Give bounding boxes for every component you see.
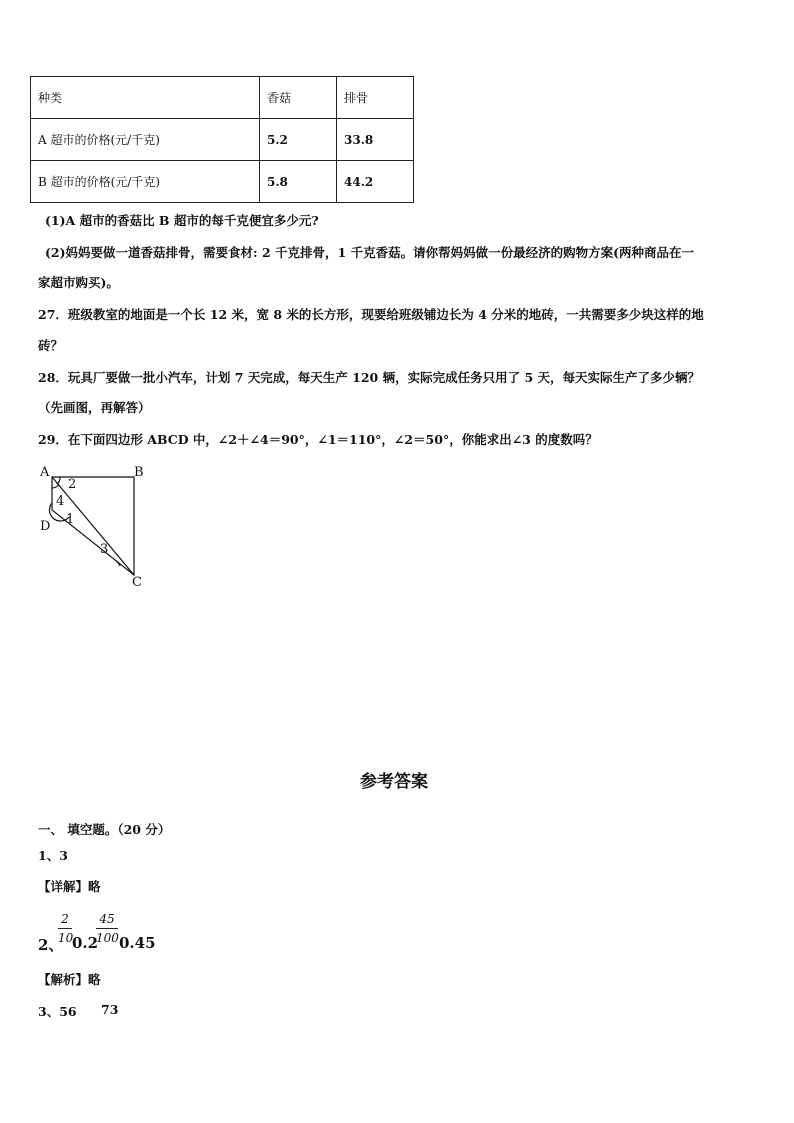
angle-label-3: 3	[100, 542, 109, 557]
vertex-label-d: D	[40, 519, 51, 534]
question-29: 29．在下面四边形 ABCD 中，∠2＋∠4＝90°，∠1＝110°，∠2＝50°，你能求出∠3 的度数吗？	[38, 432, 598, 447]
diagonal-ac	[52, 477, 134, 575]
table-header-cell: 排骨	[337, 77, 414, 119]
fraction-denominator: 100	[96, 931, 119, 945]
vertex-label-c: C	[132, 575, 142, 590]
answer-2-fraction-2	[96, 912, 118, 945]
table-cell: 5.2	[260, 119, 337, 161]
table-cell: 5.8	[260, 161, 337, 203]
table-header-row	[31, 77, 414, 119]
fraction-bar	[96, 928, 118, 929]
answer-2-fraction-1	[58, 912, 72, 945]
answer-2-value-2: 0.45	[119, 934, 156, 952]
question-28-line2: （先画图，再解答）	[38, 400, 151, 415]
table-cell: 33.8	[337, 119, 414, 161]
table-cell: B 超市的价格(元/千克)	[31, 161, 260, 203]
vertex-label-b: B	[134, 465, 144, 480]
table-row	[31, 161, 414, 203]
angle-2-arc	[57, 477, 60, 484]
fraction-numerator: 2	[61, 912, 69, 926]
table-cell: 44.2	[337, 161, 414, 203]
table-row	[31, 119, 414, 161]
answers-title: 参考答案	[360, 772, 428, 792]
question-26-2-line1: (2)妈妈要做一道香菇排骨，需要食材: 2 千克排骨，1 千克香菇。请你帮妈妈做一份最经济的购物方案(两种商品在一	[45, 245, 695, 260]
price-table	[30, 76, 414, 203]
table-header-cell: 香菇	[260, 77, 337, 119]
answer-3: 3、56	[38, 1004, 77, 1019]
angle-label-1: 1	[66, 512, 75, 527]
answers-section-heading: 一、 填空题。（20 分）	[38, 822, 171, 837]
answer-2-note: 【解析】略	[38, 972, 101, 987]
angle-label-4: 4	[56, 494, 65, 509]
question-27-line2: 砖？	[38, 338, 64, 353]
question-26-1: (1)A 超市的香菇比 B 超市的每千克便宜多少元?	[45, 213, 319, 228]
answer-3-second-value: 73	[101, 1002, 119, 1017]
table-cell: A 超市的价格(元/千克)	[31, 119, 260, 161]
fraction-numerator: 45	[99, 912, 115, 926]
fraction-bar	[58, 928, 72, 929]
table-header-cell: 种类	[31, 77, 260, 119]
angle-label-2: 2	[68, 477, 77, 492]
question-26-2-line2: 家超市购买)。	[38, 275, 119, 290]
answer-1: 1、3	[38, 848, 68, 863]
vertex-label-a: A	[40, 465, 50, 480]
answer-2-value-1: 0.2	[72, 934, 99, 952]
angle-4-arc	[52, 485, 59, 488]
quadrilateral-figure	[36, 460, 156, 590]
question-27-line1: 27．班级教室的地面是一个长 12 米，宽 8 米的长方形，现要给班级铺边长为 4 分米的地砖，一共需要多少块这样的地	[38, 307, 704, 322]
question-28-line1: 28．玩具厂要做一批小汽车，计划 7 天完成，每天生产 120 辆，实际完成任务只用了 5 天，每天实际生产了多少辆？	[38, 370, 700, 385]
answer-2-prefix: 2、	[38, 936, 64, 954]
fraction-denominator: 10	[58, 931, 74, 945]
answer-1-note: 【详解】略	[38, 879, 101, 894]
